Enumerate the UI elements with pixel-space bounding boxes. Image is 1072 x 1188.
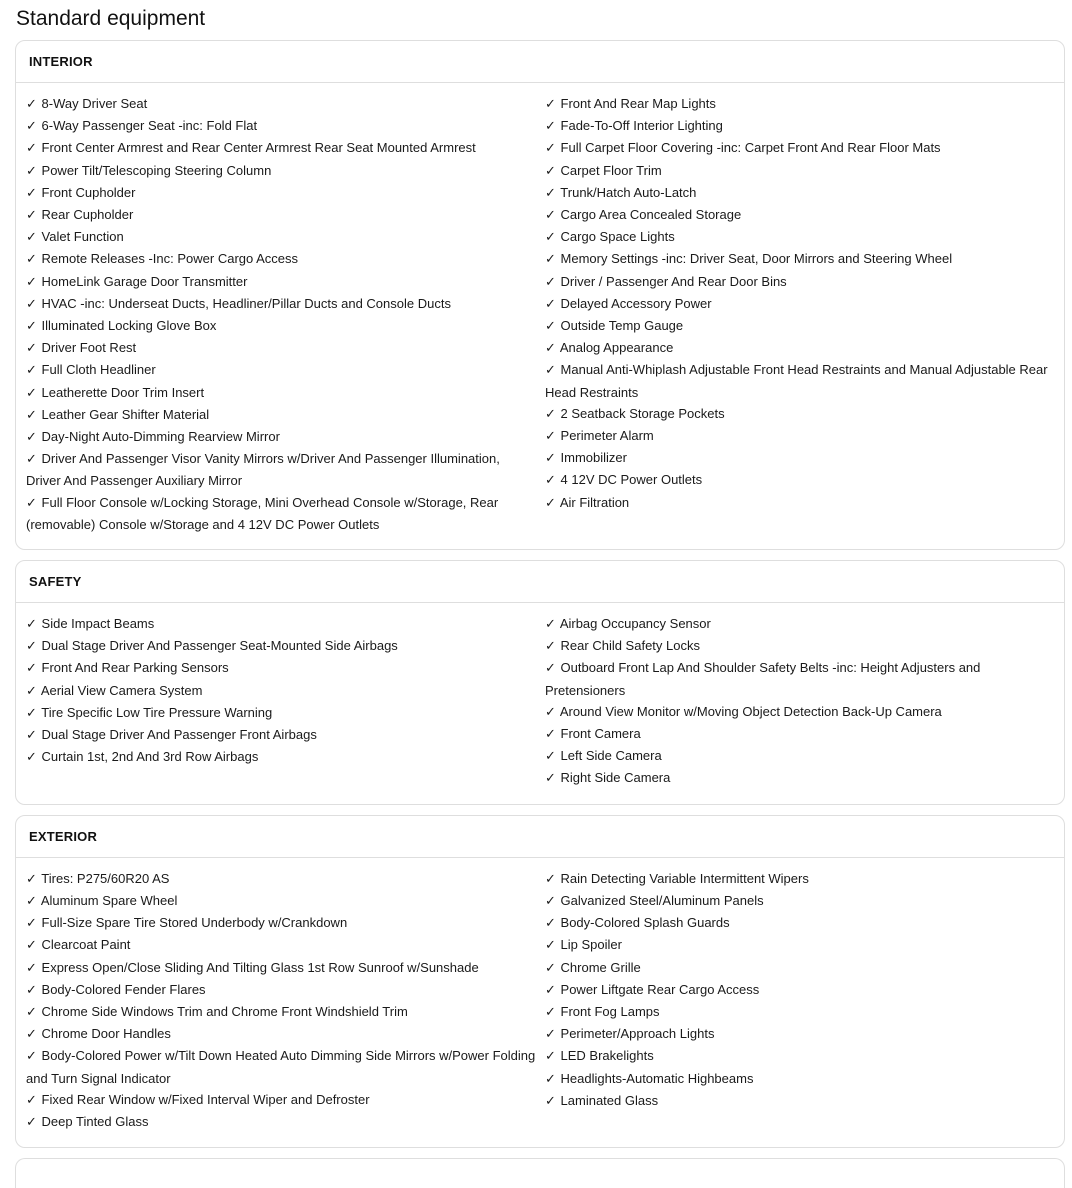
feature-label: Driver Foot Rest xyxy=(41,340,137,356)
feature-label: Cargo Area Concealed Storage xyxy=(560,207,742,223)
feature-label: Dual Stage Driver And Passenger Front Airbags xyxy=(41,727,317,743)
feature-label: Power Liftgate Rear Cargo Access xyxy=(560,981,760,997)
feature-label: 8-Way Driver Seat xyxy=(41,96,148,111)
feature-item xyxy=(545,204,1064,226)
feature-label: Carpet Floor Trim xyxy=(560,162,662,178)
feature-item xyxy=(26,890,537,912)
section-body xyxy=(16,603,1064,804)
feature-label: Aerial View Camera System xyxy=(40,682,203,698)
feature-label: Cargo Space Lights xyxy=(560,229,675,245)
feature-label: Lip Spoiler xyxy=(560,937,622,953)
checkmark-icon: ✓ xyxy=(26,385,37,401)
feature-item xyxy=(545,182,1064,204)
checkmark-icon: ✓ xyxy=(545,363,556,379)
feature-item xyxy=(545,957,1064,979)
feature-label: Full Floor Console w/Locking Storage, Mini Overhead Console w/Storage, Rear (removable) Console w/Storage and 4 12V DC Power Outlets xyxy=(26,494,499,532)
feature-item xyxy=(545,1090,1064,1112)
feature-label: Body-Colored Power w/Tilt Down Heated Auto Dimming Side Mirrors w/Power Folding and Turn Signal Indicator xyxy=(26,1048,536,1086)
feature-item xyxy=(545,1068,1064,1090)
feature-item xyxy=(26,934,537,956)
feature-label: Chrome Side Windows Trim and Chrome Front Windshield Trim xyxy=(41,1003,408,1019)
checkmark-icon: ✓ xyxy=(26,119,37,135)
feature-label: Front Cupholder xyxy=(41,184,136,200)
checkmark-icon: ✓ xyxy=(545,771,556,787)
feature-item xyxy=(26,912,537,934)
feature-item xyxy=(545,890,1064,912)
feature-label: Headlights-Automatic Highbeams xyxy=(560,1070,754,1086)
feature-item xyxy=(545,1001,1064,1023)
feature-item xyxy=(545,160,1064,182)
checkmark-icon: ✓ xyxy=(26,230,37,246)
feature-label: Full Carpet Floor Covering -inc: Carpet Front And Rear Floor Mats xyxy=(560,140,941,156)
feature-label: Aluminum Spare Wheel xyxy=(40,892,178,908)
feature-column-right xyxy=(545,613,1064,790)
feature-label: Manual Anti-Whiplash Adjustable Front Head Restraints and Manual Adjustable Rear Head Restraints xyxy=(545,362,1048,400)
checkmark-icon: ✓ xyxy=(545,1004,556,1020)
checkmark-icon: ✓ xyxy=(545,119,556,135)
next-section-card xyxy=(15,1158,1065,1188)
checkmark-icon: ✓ xyxy=(545,296,556,312)
checkmark-icon: ✓ xyxy=(545,1049,556,1065)
feature-label: Tire Specific Low Tire Pressure Warning xyxy=(41,704,273,720)
feature-label: Full-Size Spare Tire Stored Underbody w/Crankdown xyxy=(41,915,348,931)
feature-item xyxy=(545,425,1064,447)
feature-label: Dual Stage Driver And Passenger Seat-Mounted Side Airbags xyxy=(41,638,398,654)
checkmark-icon: ✓ xyxy=(545,208,556,224)
feature-label: Galvanized Steel/Aluminum Panels xyxy=(560,892,764,908)
checkmark-icon: ✓ xyxy=(26,141,37,157)
feature-label: Full Cloth Headliner xyxy=(41,362,156,378)
feature-item xyxy=(26,426,537,448)
feature-label: Rear Child Safety Locks xyxy=(560,638,700,654)
feature-label: Perimeter Alarm xyxy=(560,428,654,444)
feature-label: Front Fog Lamps xyxy=(560,1003,660,1019)
feature-item xyxy=(26,957,537,979)
feature-item xyxy=(545,745,1064,767)
feature-label: Driver / Passenger And Rear Door Bins xyxy=(560,273,787,289)
checkmark-icon: ✓ xyxy=(545,982,556,998)
feature-label: Clearcoat Paint xyxy=(41,937,131,953)
checkmark-icon: ✓ xyxy=(26,938,37,954)
feature-item xyxy=(545,248,1064,270)
section-card-safety xyxy=(15,560,1065,805)
checkmark-icon: ✓ xyxy=(545,252,556,268)
checkmark-icon: ✓ xyxy=(545,916,556,932)
feature-item xyxy=(545,701,1064,723)
section-header xyxy=(16,816,1064,858)
checkmark-icon: ✓ xyxy=(545,727,556,743)
feature-item xyxy=(26,93,537,115)
feature-item xyxy=(26,657,537,679)
feature-item xyxy=(26,1111,537,1133)
checkmark-icon: ✓ xyxy=(545,1071,556,1087)
feature-label: Outboard Front Lap And Shoulder Safety Belts -inc: Height Adjusters and Pretensioners xyxy=(545,660,981,698)
checkmark-icon: ✓ xyxy=(545,1093,556,1109)
checkmark-icon: ✓ xyxy=(545,274,556,290)
feature-label: 4 12V DC Power Outlets xyxy=(560,472,703,488)
feature-item xyxy=(26,702,537,724)
feature-item xyxy=(545,137,1064,159)
checkmark-icon: ✓ xyxy=(545,97,556,112)
feature-item xyxy=(545,115,1064,137)
feature-label: Front Camera xyxy=(560,726,641,742)
feature-label: Fixed Rear Window w/Fixed Interval Wiper and Defroster xyxy=(41,1091,370,1107)
checkmark-icon: ✓ xyxy=(26,452,37,468)
feature-item xyxy=(26,1045,537,1088)
checkmark-icon: ✓ xyxy=(545,704,556,720)
section-title: EXTERIOR xyxy=(29,828,98,844)
feature-item xyxy=(26,868,537,890)
checkmark-icon: ✓ xyxy=(26,1049,37,1065)
feature-item xyxy=(26,680,537,702)
section-card-interior xyxy=(15,40,1065,550)
feature-label: Analog Appearance xyxy=(559,340,674,356)
feature-column-left xyxy=(26,93,545,535)
feature-item xyxy=(545,293,1064,315)
feature-item xyxy=(545,767,1064,789)
feature-item xyxy=(26,226,537,248)
feature-item xyxy=(26,635,537,657)
feature-label: Rear Cupholder xyxy=(41,207,134,223)
feature-item xyxy=(26,293,537,315)
feature-column-left xyxy=(26,868,545,1133)
feature-item xyxy=(26,315,537,337)
feature-label: Around View Monitor w/Moving Object Detection Back-Up Camera xyxy=(559,703,942,719)
feature-label: 6-Way Passenger Seat -inc: Fold Flat xyxy=(41,118,258,134)
checkmark-icon: ✓ xyxy=(26,1027,37,1043)
feature-item xyxy=(545,613,1064,635)
feature-label: Front And Rear Map Lights xyxy=(560,96,716,111)
checkmark-icon: ✓ xyxy=(26,1114,37,1130)
checkmark-icon: ✓ xyxy=(545,639,556,655)
feature-label: Outside Temp Gauge xyxy=(560,318,684,334)
checkmark-icon: ✓ xyxy=(26,495,37,511)
feature-item xyxy=(26,613,537,635)
checkmark-icon: ✓ xyxy=(26,871,37,887)
feature-label: Day-Night Auto-Dimming Rearview Mirror xyxy=(41,429,280,445)
page-title: Standard equipment xyxy=(16,7,206,30)
feature-label: LED Brakelights xyxy=(560,1048,654,1064)
checkmark-icon: ✓ xyxy=(26,661,37,677)
feature-label: Right Side Camera xyxy=(560,770,671,786)
checkmark-icon: ✓ xyxy=(26,296,37,312)
checkmark-icon: ✓ xyxy=(26,252,37,268)
feature-item xyxy=(26,248,537,270)
checkmark-icon: ✓ xyxy=(545,893,556,909)
feature-label: Laminated Glass xyxy=(560,1092,659,1108)
checkmark-icon: ✓ xyxy=(26,960,37,976)
checkmark-icon: ✓ xyxy=(26,185,37,201)
feature-item xyxy=(26,979,537,1001)
feature-item xyxy=(26,724,537,746)
feature-item xyxy=(545,337,1064,359)
feature-item xyxy=(26,1089,537,1111)
feature-item xyxy=(545,226,1064,248)
feature-item xyxy=(545,359,1064,402)
checkmark-icon: ✓ xyxy=(545,185,556,201)
checkmark-icon: ✓ xyxy=(545,871,556,887)
section-card-exterior xyxy=(15,815,1065,1148)
checkmark-icon: ✓ xyxy=(545,429,556,445)
feature-label: Immobilizer xyxy=(560,450,627,466)
feature-label: Front And Rear Parking Sensors xyxy=(41,660,229,676)
feature-item xyxy=(545,657,1064,700)
feature-label: HVAC -inc: Underseat Ducts, Headliner/Pillar Ducts and Console Ducts xyxy=(41,295,451,311)
checkmark-icon: ✓ xyxy=(545,1027,556,1043)
checkmark-icon: ✓ xyxy=(545,960,556,976)
checkmark-icon: ✓ xyxy=(26,683,37,699)
checkmark-icon: ✓ xyxy=(26,916,37,932)
feature-label: Driver And Passenger Visor Vanity Mirrors w/Driver And Passenger Illumination, Driver And Passenger Auxiliary Mirror xyxy=(26,451,500,489)
feature-item xyxy=(26,448,537,491)
checkmark-icon: ✓ xyxy=(26,617,37,633)
feature-item xyxy=(545,1023,1064,1045)
feature-item xyxy=(26,271,537,293)
checkmark-icon: ✓ xyxy=(26,319,37,335)
feature-item xyxy=(26,1001,537,1023)
feature-item xyxy=(545,93,1064,115)
checkmark-icon: ✓ xyxy=(26,430,37,446)
section-header xyxy=(16,561,1064,603)
checkmark-icon: ✓ xyxy=(26,728,37,744)
feature-label: Front Center Armrest and Rear Center Armrest Rear Seat Mounted Armrest xyxy=(41,140,476,156)
section-title: SAFETY xyxy=(29,574,82,590)
checkmark-icon: ✓ xyxy=(545,451,556,467)
checkmark-icon: ✓ xyxy=(545,141,556,157)
feature-item xyxy=(26,382,537,404)
feature-item xyxy=(26,337,537,359)
checkmark-icon: ✓ xyxy=(545,473,556,489)
checkmark-icon: ✓ xyxy=(26,639,37,655)
feature-item xyxy=(545,447,1064,469)
checkmark-icon: ✓ xyxy=(26,1004,37,1020)
checkmark-icon: ✓ xyxy=(26,208,37,224)
feature-item xyxy=(545,635,1064,657)
checkmark-icon: ✓ xyxy=(26,97,37,112)
feature-label: Airbag Occupancy Sensor xyxy=(559,616,711,632)
feature-label: Curtain 1st, 2nd And 3rd Row Airbags xyxy=(41,749,259,765)
feature-label: Left Side Camera xyxy=(560,748,662,764)
checkmark-icon: ✓ xyxy=(26,163,37,179)
checkmark-icon: ✓ xyxy=(545,661,556,677)
checkmark-icon: ✓ xyxy=(545,230,556,246)
equipment-sections xyxy=(15,40,1065,1148)
feature-label: Delayed Accessory Power xyxy=(560,295,712,311)
feature-item xyxy=(545,315,1064,337)
feature-label: Power Tilt/Telescoping Steering Column xyxy=(41,162,272,178)
feature-item xyxy=(545,912,1064,934)
feature-label: Tires: P275/60R20 AS xyxy=(41,870,170,886)
feature-item xyxy=(26,160,537,182)
feature-label: HomeLink Garage Door Transmitter xyxy=(41,273,248,289)
feature-item xyxy=(545,723,1064,745)
checkmark-icon: ✓ xyxy=(26,705,37,721)
feature-item xyxy=(26,359,537,381)
feature-label: Body-Colored Fender Flares xyxy=(41,981,206,997)
feature-label: Perimeter/Approach Lights xyxy=(560,1026,715,1042)
feature-label: Rain Detecting Variable Intermittent Wipers xyxy=(560,870,809,886)
feature-column-left xyxy=(26,613,545,790)
checkmark-icon: ✓ xyxy=(545,163,556,179)
checkmark-icon: ✓ xyxy=(26,363,37,379)
checkmark-icon: ✓ xyxy=(26,274,37,290)
checkmark-icon: ✓ xyxy=(26,893,37,909)
feature-label: Leatherette Door Trim Insert xyxy=(41,384,205,400)
checkmark-icon: ✓ xyxy=(26,1092,37,1108)
feature-item xyxy=(26,115,537,137)
feature-item xyxy=(545,403,1064,425)
feature-item xyxy=(545,469,1064,491)
feature-label: Memory Settings -inc: Driver Seat, Door Mirrors and Steering Wheel xyxy=(560,251,953,267)
feature-label: Remote Releases -Inc: Power Cargo Access xyxy=(41,251,299,267)
section-header xyxy=(16,41,1064,83)
feature-label: Body-Colored Splash Guards xyxy=(560,915,730,931)
feature-item xyxy=(545,271,1064,293)
feature-item xyxy=(26,492,537,535)
feature-label: Trunk/Hatch Auto-Latch xyxy=(560,184,697,200)
feature-column-right xyxy=(545,868,1064,1133)
feature-item xyxy=(26,182,537,204)
feature-item xyxy=(545,1045,1064,1067)
section-title: INTERIOR xyxy=(29,54,93,69)
feature-label: Side Impact Beams xyxy=(41,616,155,632)
checkmark-icon: ✓ xyxy=(26,407,37,423)
feature-label: Chrome Grille xyxy=(560,959,641,975)
feature-label: Leather Gear Shifter Material xyxy=(41,406,210,422)
checkmark-icon: ✓ xyxy=(545,406,556,422)
checkmark-icon: ✓ xyxy=(545,495,556,511)
feature-item xyxy=(26,746,537,768)
checkmark-icon: ✓ xyxy=(545,749,556,765)
feature-label: 2 Seatback Storage Pockets xyxy=(560,405,725,421)
feature-item xyxy=(545,868,1064,890)
feature-label: Chrome Door Handles xyxy=(41,1026,171,1042)
section-body xyxy=(16,83,1064,549)
feature-label: Valet Function xyxy=(41,229,124,245)
feature-column-right xyxy=(545,93,1064,535)
feature-item xyxy=(26,1023,537,1045)
checkmark-icon: ✓ xyxy=(26,982,37,998)
feature-label: Air Filtration xyxy=(559,494,630,510)
checkmark-icon: ✓ xyxy=(545,938,556,954)
feature-item xyxy=(545,492,1064,514)
feature-label: Deep Tinted Glass xyxy=(41,1113,149,1129)
feature-item xyxy=(26,404,537,426)
feature-label: Illuminated Locking Glove Box xyxy=(41,318,217,334)
feature-label: Fade-To-Off Interior Lighting xyxy=(560,118,723,134)
feature-item xyxy=(545,934,1064,956)
feature-item xyxy=(545,979,1064,1001)
feature-label: Express Open/Close Sliding And Tilting Glass 1st Row Sunroof w/Sunshade xyxy=(41,959,479,975)
checkmark-icon: ✓ xyxy=(545,319,556,335)
checkmark-icon: ✓ xyxy=(26,341,37,357)
feature-item xyxy=(26,204,537,226)
checkmark-icon: ✓ xyxy=(545,617,556,633)
checkmark-icon: ✓ xyxy=(545,341,556,357)
checkmark-icon: ✓ xyxy=(26,750,37,766)
section-body xyxy=(16,858,1064,1147)
feature-item xyxy=(26,137,537,159)
